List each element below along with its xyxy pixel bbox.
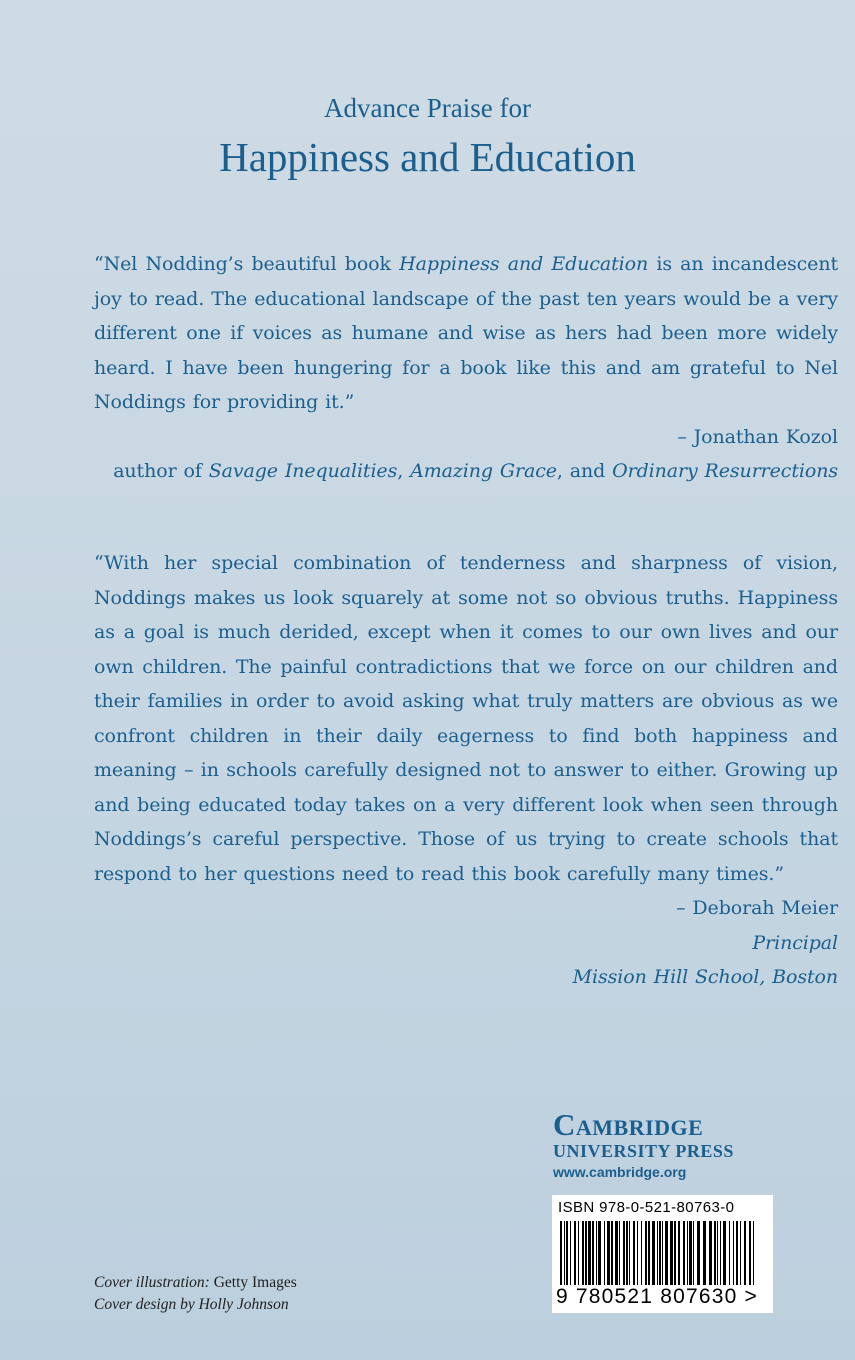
isbn-barcode [552,1195,773,1313]
barcode-bar [641,1221,642,1285]
byline-separator: , [397,460,411,482]
cover-illustration-credit [94,1272,297,1294]
barcode-bar [645,1221,647,1285]
author-school-text: Mission Hill School, Boston [572,966,838,988]
barcode-bar [570,1221,571,1285]
quote-text-rest: is an incandescent joy to read. The educational landscape of the past ten years would be a very different one if voices as humane and wise as hers had been more widely heard. I have been hungering for a book like this and am grateful to Nel Noddings for providing it.” [94,253,838,413]
barcode-bar [657,1221,658,1285]
quote-text-start: “Nel Nodding’s beautiful book [94,253,400,275]
barcode-bar [693,1221,694,1285]
praise-heading: Advance Praise for [324,93,531,123]
barcode-bar [560,1221,562,1285]
barcode-bar [633,1221,635,1285]
isbn-number: ISBN 978-0-521-80763-0 [558,1199,735,1216]
barcode-bar [753,1221,754,1285]
cover-design-credit [94,1294,297,1316]
barcode-bar [717,1221,718,1285]
barcode-bar [662,1221,663,1285]
barcode-bar [723,1221,726,1285]
barcode-bar [607,1221,610,1285]
publisher-press: UNIVERSITY PRESS [553,1141,734,1161]
quote-text: “With her special combination of tenderness and sharpness of vision, Noddings makes us look squarely at some not so obvious truths. Happiness as a goal is much derided, except when it comes to our own lives and our own children. The painful contradictions that we force on our children and their families in order to avoid asking what truly matters are obvious as we confront children in their daily eagerness to find both happiness and meaning – in schools carefully designed not to answer to either. Growing up and being educated today takes on a very different look when seen through Noddings’s careful perspective. Those of us trying to create schools that respond to her questions need to read this book carefully many times.” [94,552,838,885]
barcode-bar [578,1221,579,1285]
book-title: Happiness and Education [219,134,636,180]
barcode-bar [566,1221,568,1285]
barcode-bar [592,1221,594,1285]
barcode-bar [703,1221,706,1285]
barcode-bar [626,1221,628,1285]
barcode-bar [659,1221,661,1285]
byline-book-2: Amazing Grace [410,460,557,482]
kozol-quote [94,247,838,489]
praise-header [0,90,855,184]
barcode-bar [629,1221,630,1285]
quote-author: – Jonathan Kozol [677,425,838,448]
barcode-bar [596,1221,597,1285]
author-role [94,926,838,961]
barcode-bar [582,1221,584,1285]
author-byline [94,454,838,489]
publisher-name: Cambridge [553,1107,704,1142]
barcode-bar [740,1221,741,1285]
credit-value: Getty Images [209,1274,297,1291]
publisher-logo [553,1108,783,1182]
barcode-bar [604,1221,605,1285]
barcode-bar [678,1221,680,1285]
barcode-bar [611,1221,613,1285]
author-school [94,960,838,995]
author-role-text: Principal [752,931,838,954]
barcode-bar [736,1221,738,1285]
byline-book-1: Savage Inequalities [208,460,398,482]
barcode-bar [585,1221,587,1285]
barcode-bar [665,1221,668,1285]
byline-separator: , and [556,460,613,482]
credit-label: Cover illustration: [94,1274,210,1291]
barcode-bar [689,1221,692,1285]
barcode-bar [564,1221,565,1285]
barcode-bar [674,1221,676,1285]
quote-book-title: Happiness and Education [399,253,649,275]
barcode-bar [733,1221,734,1285]
barcode-bar [697,1221,700,1285]
barcode-icon [558,1221,758,1285]
barcode-bar [670,1221,673,1285]
meier-quote [94,546,838,995]
barcode-bar [623,1221,625,1285]
barcode-bar [615,1221,618,1285]
barcode-bar [652,1221,655,1285]
barcode-bar [744,1221,746,1285]
byline-book-3: Ordinary Resurrections [612,460,838,482]
barcode-bar [588,1221,591,1285]
credit-design-text: Cover design by Holly Johnson [94,1296,289,1313]
barcode-bar [749,1221,751,1285]
barcode-bar [683,1221,685,1285]
barcode-bar [598,1221,601,1285]
ean-number: 9 780521 807630 > [556,1285,758,1308]
barcode-bar [574,1221,576,1285]
barcode-bar [709,1221,712,1285]
byline-prefix: author of [113,460,209,482]
barcode-bar [720,1221,721,1285]
barcode-bar [619,1221,620,1285]
publisher-url: www.cambridge.org [553,1164,687,1180]
cover-credits [94,1272,297,1316]
barcode-bar [637,1221,638,1285]
barcode-bar [687,1221,688,1285]
barcode-bar [714,1221,716,1285]
barcode-bar [648,1221,650,1285]
barcode-bar [729,1221,730,1285]
quote-author: – Deborah Meier [676,897,838,919]
